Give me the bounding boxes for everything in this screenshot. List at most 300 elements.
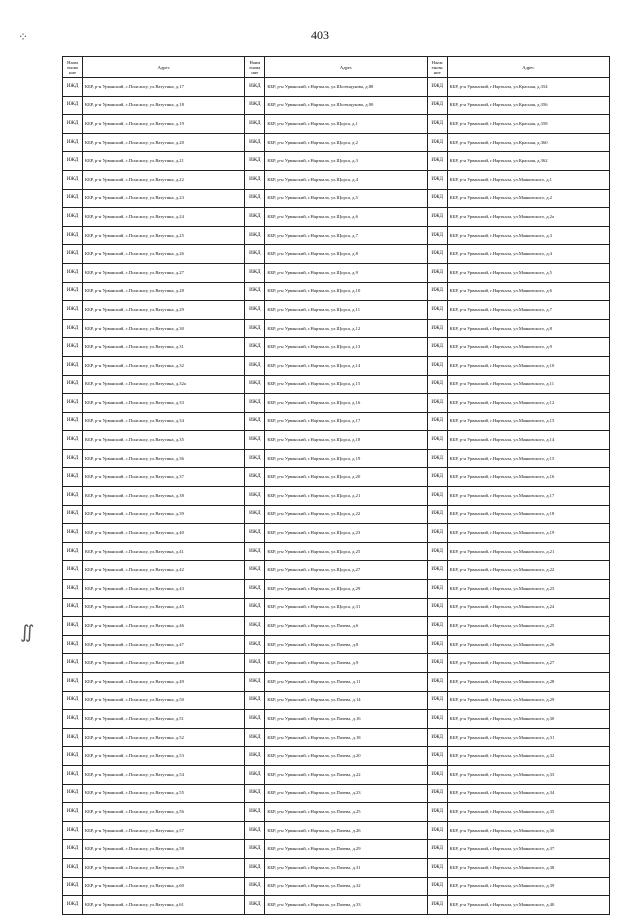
address-cell: КБР, р-н Урванский, г.Нарткала, ул.Маяковского, д.38 [447, 858, 609, 877]
address-cell: КБР, р-н Урванский, г.Нарткала, ул.Щорса, д.13 [265, 338, 427, 357]
address-cell: КБР, р-н Урванский, г.Нарткала, ул.Щорса, д.5 [265, 189, 427, 208]
table-row [63, 356, 610, 375]
building-type-cell: ИЖД [245, 728, 265, 747]
address-cell: КБР, р-н Урванский, г.Нарткала, ул.Щорса, д.21 [265, 487, 427, 506]
building-type-cell: ИЖД [427, 505, 447, 524]
address-cell: КБР, р-н Урванский, г.Нарткала, ул.Пачева, д.22 [265, 765, 427, 784]
address-cell: КБР, р-н Урванский, с.Псыгансу, ул.Ватутина, д.52 [83, 728, 245, 747]
building-type-cell: ИЖД [427, 468, 447, 487]
building-type-cell: ИЖД [63, 133, 83, 152]
table-row [63, 617, 610, 636]
table-row [63, 152, 610, 171]
building-type-cell: ИЖД [245, 840, 265, 859]
address-cell: КБР, р-н Урванский, г.Нарткала, ул.Маяковского, д.21 [447, 542, 609, 561]
building-type-cell: ИЖД [63, 375, 83, 394]
address-cell: КБР, р-н Урванский, г.Нарткала, ул.Маяковского, д.35 [447, 803, 609, 822]
address-cell: КБР, р-н Урванский, г.Нарткала, ул.Красная, д.362 [447, 152, 609, 171]
address-cell: КБР, р-н Урванский, с.Псыгансу, ул.Ватутина, д.41 [83, 542, 245, 561]
building-type-cell: ИЖД [63, 245, 83, 264]
building-type-cell: ИЖД [427, 877, 447, 896]
building-type-cell: ИЖД [427, 840, 447, 859]
table-row [63, 747, 610, 766]
building-type-cell: ИЖД [63, 505, 83, 524]
building-type-cell: ИЖД [63, 208, 83, 227]
address-cell: КБР, р-н Урванский, г.Нарткала, ул.Щорса, д.6 [265, 208, 427, 227]
building-type-cell: ИЖД [63, 356, 83, 375]
building-type-cell: ИЖД [245, 821, 265, 840]
building-type-cell: ИЖД [427, 896, 447, 915]
table-row [63, 784, 610, 803]
table-row [63, 654, 610, 673]
address-cell: КБР, р-н Урванский, с.Псыгансу, ул.Ватутина, д.17 [83, 78, 245, 97]
building-type-cell: ИЖД [245, 617, 265, 636]
address-cell: КБР, р-н Урванский, г.Нарткала, ул.Маяковского, д.19 [447, 524, 609, 543]
address-cell: КБР, р-н Урванский, г.Нарткала, ул.Маяковского, д.31 [447, 728, 609, 747]
building-type-cell: ИЖД [245, 263, 265, 282]
address-cell: КБР, р-н Урванский, г.Нарткала, ул.Маяковского, д.6 [447, 282, 609, 301]
address-cell: КБР, р-н Урванский, г.Нарткала, ул.Пачева, д.20 [265, 747, 427, 766]
address-cell: КБР, р-н Урванский, г.Нарткала, ул.Маяковского, д.14 [447, 431, 609, 450]
building-type-cell: ИЖД [63, 803, 83, 822]
building-type-cell: ИЖД [245, 542, 265, 561]
table-row [63, 561, 610, 580]
address-cell: КБР, р-н Урванский, г.Нарткала, ул.Маяковского, д.24 [447, 598, 609, 617]
column-header-address: Адрес [265, 57, 427, 78]
building-type-cell: ИЖД [245, 245, 265, 264]
table-row [63, 877, 610, 896]
address-cell: КБР, р-н Урванский, г.Нарткала, ул.Маяковского, д.36 [447, 821, 609, 840]
building-type-cell: ИЖД [245, 338, 265, 357]
building-type-cell: ИЖД [427, 115, 447, 134]
building-type-cell: ИЖД [245, 896, 265, 915]
building-type-cell: ИЖД [427, 524, 447, 543]
address-cell: КБР, р-н Урванский, с.Псыгансу, ул.Ватутина, д.31 [83, 338, 245, 357]
building-type-cell: ИЖД [63, 468, 83, 487]
building-type-cell: ИЖД [245, 133, 265, 152]
address-cell: КБР, р-н Урванский, г.Нарткала, ул.Щорса, д.16 [265, 394, 427, 413]
address-cell: КБР, р-н Урванский, г.Нарткала, ул.Маяковского, д.4 [447, 245, 609, 264]
address-cell: КБР, р-н Урванский, с.Псыгансу, ул.Ватутина, д.43 [83, 580, 245, 599]
address-cell: КБР, р-н Урванский, г.Нарткала, ул.Маяковского, д.2 [447, 189, 609, 208]
address-cell: КБР, р-н Урванский, г.Нарткала, ул.Маяковского, д.40 [447, 896, 609, 915]
address-cell: КБР, р-н Урванский, г.Нарткала, ул.Красная, д.354 [447, 78, 609, 97]
building-type-cell: ИЖД [245, 580, 265, 599]
address-cell: КБР, р-н Урванский, г.Нарткала, ул.Пачева, д.6 [265, 617, 427, 636]
address-cell: КБР, р-н Урванский, г.Нарткала, ул.Щорса, д.15 [265, 375, 427, 394]
table-row [63, 635, 610, 654]
table-row [63, 412, 610, 431]
address-cell: КБР, р-н Урванский, г.Нарткала, ул.Щорса, д.29 [265, 580, 427, 599]
address-cell: КБР, р-н Урванский, г.Нарткала, ул.Маяковского, д.13 [447, 412, 609, 431]
address-cell: КБР, р-н Урванский, г.Нарткала, ул.Пачева, д.16 [265, 710, 427, 729]
address-cell: КБР, р-н Урванский, г.Нарткала, ул.Пачева, д.32 [265, 877, 427, 896]
building-type-cell: ИЖД [63, 635, 83, 654]
table-row [63, 598, 610, 617]
building-type-cell: ИЖД [427, 394, 447, 413]
address-cell: КБР, р-н Урванский, г.Нарткала, ул.Маяковского, д.9 [447, 338, 609, 357]
table-row [63, 542, 610, 561]
address-cell: КБР, р-н Урванский, г.Нарткала, ул.Пачева, д.8 [265, 635, 427, 654]
building-type-cell: ИЖД [245, 301, 265, 320]
address-cell: КБР, р-н Урванский, с.Псыгансу, ул.Ватутина, д.30 [83, 319, 245, 338]
table-row [63, 170, 610, 189]
address-cell: КБР, р-н Урванский, г.Нарткала, ул.Маяковского, д.5 [447, 263, 609, 282]
address-cell: КБР, р-н Урванский, с.Псыгансу, ул.Ватутина, д.33 [83, 394, 245, 413]
address-cell: КБР, р-н Урванский, г.Нарткала, ул.Пачева, д.26 [265, 821, 427, 840]
building-type-cell: ИЖД [63, 728, 83, 747]
address-cell: КБР, р-н Урванский, г.Нарткала, ул.Маяковского, д.2а [447, 208, 609, 227]
building-type-cell: ИЖД [245, 561, 265, 580]
address-cell: КБР, р-н Урванский, с.Псыгансу, ул.Ватутина, д.29 [83, 301, 245, 320]
address-cell: КБР, р-н Урванский, с.Псыгансу, ул.Ватутина, д.38 [83, 487, 245, 506]
address-cell: КБР, р-н Урванский, с.Псыгансу, ул.Ватутина, д.32а [83, 375, 245, 394]
table-row [63, 580, 610, 599]
table-row [63, 449, 610, 468]
building-type-cell: ИЖД [427, 598, 447, 617]
building-type-cell: ИЖД [63, 115, 83, 134]
building-type-cell: ИЖД [427, 654, 447, 673]
building-type-cell: ИЖД [427, 263, 447, 282]
building-type-cell: ИЖД [63, 394, 83, 413]
address-cell: КБР, р-н Урванский, г.Нарткала, ул.Красная, д.356 [447, 96, 609, 115]
table-row [63, 765, 610, 784]
building-type-cell: ИЖД [427, 189, 447, 208]
table-row [63, 728, 610, 747]
table-row [63, 338, 610, 357]
building-type-cell: ИЖД [245, 375, 265, 394]
table-row [63, 803, 610, 822]
address-cell: КБР, р-н Урванский, г.Нарткала, ул.Маяковского, д.16 [447, 468, 609, 487]
building-type-cell: ИЖД [245, 598, 265, 617]
building-type-cell: ИЖД [63, 170, 83, 189]
address-cell: КБР, р-н Урванский, г.Нарткала, ул.Маяковского, д.12 [447, 394, 609, 413]
building-type-cell: ИЖД [245, 394, 265, 413]
address-cell: КБР, р-н Урванский, г.Нарткала, ул.Маяковского, д.28 [447, 673, 609, 692]
address-cell: КБР, р-н Урванский, с.Псыгансу, ул.Ватутина, д.51 [83, 710, 245, 729]
address-cell: КБР, р-н Урванский, с.Псыгансу, ул.Ватутина, д.18 [83, 96, 245, 115]
address-cell: КБР, р-н Урванский, г.Нарткала, ул.Щорса, д.11 [265, 301, 427, 320]
address-cell: КБР, р-н Урванский, г.Нарткала, ул.Пачева, д.18 [265, 728, 427, 747]
table-row [63, 487, 610, 506]
building-type-cell: ИЖД [245, 747, 265, 766]
building-type-cell: ИЖД [63, 319, 83, 338]
table-body [63, 78, 610, 915]
building-type-cell: ИЖД [427, 208, 447, 227]
building-type-cell: ИЖД [63, 96, 83, 115]
address-cell: КБР, р-н Урванский, г.Нарткала, ул.Маяковского, д.1 [447, 170, 609, 189]
table-row [63, 710, 610, 729]
building-type-cell: ИЖД [63, 747, 83, 766]
table-row [63, 133, 610, 152]
building-type-cell: ИЖД [427, 133, 447, 152]
address-cell: КБР, р-н Урванский, г.Нарткала, ул.Маяковского, д.17 [447, 487, 609, 506]
building-type-cell: ИЖД [245, 449, 265, 468]
address-cell: КБР, р-н Урванский, г.Нарткала, ул.Шогенцукова, д.88 [265, 78, 427, 97]
building-type-cell: ИЖД [427, 412, 447, 431]
address-cell: КБР, р-н Урванский, г.Нарткала, ул.Маяковского, д.15 [447, 449, 609, 468]
building-type-cell: ИЖД [63, 524, 83, 543]
building-type-cell: ИЖД [245, 96, 265, 115]
building-type-cell: ИЖД [427, 803, 447, 822]
column-header-type: Наим енова ние [245, 57, 265, 78]
address-cell: КБР, р-н Урванский, с.Псыгансу, ул.Ватутина, д.50 [83, 691, 245, 710]
building-type-cell: ИЖД [427, 282, 447, 301]
table-row [63, 115, 610, 134]
address-cell: КБР, р-н Урванский, г.Нарткала, ул.Маяковского, д.39 [447, 877, 609, 896]
building-type-cell: ИЖД [63, 673, 83, 692]
building-type-cell: ИЖД [245, 412, 265, 431]
building-type-cell: ИЖД [245, 152, 265, 171]
address-cell: КБР, р-н Урванский, с.Псыгансу, ул.Ватутина, д.54 [83, 765, 245, 784]
table-row [63, 96, 610, 115]
address-cell: КБР, р-н Урванский, г.Нарткала, ул.Щорса, д.7 [265, 226, 427, 245]
address-table-wrapper [62, 56, 610, 915]
address-cell: КБР, р-н Урванский, с.Псыгансу, ул.Ватутина, д.46 [83, 617, 245, 636]
building-type-cell: ИЖД [427, 561, 447, 580]
address-cell: КБР, р-н Урванский, г.Нарткала, ул.Маяковского, д.3 [447, 226, 609, 245]
address-cell: КБР, р-н Урванский, г.Нарткала, ул.Щорса, д.31 [265, 598, 427, 617]
address-cell: КБР, р-н Урванский, с.Псыгансу, ул.Ватутина, д.42 [83, 561, 245, 580]
building-type-cell: ИЖД [427, 338, 447, 357]
address-cell: КБР, р-н Урванский, г.Нарткала, ул.Маяковского, д.26 [447, 635, 609, 654]
building-type-cell: ИЖД [63, 858, 83, 877]
building-type-cell: ИЖД [245, 803, 265, 822]
table-row [63, 263, 610, 282]
table-row [63, 821, 610, 840]
building-type-cell: ИЖД [63, 765, 83, 784]
address-cell: КБР, р-н Урванский, г.Нарткала, ул.Маяковского, д.33 [447, 765, 609, 784]
building-type-cell: ИЖД [63, 580, 83, 599]
address-cell: КБР, р-н Урванский, с.Псыгансу, ул.Ватутина, д.36 [83, 449, 245, 468]
building-type-cell: ИЖД [427, 96, 447, 115]
building-type-cell: ИЖД [427, 375, 447, 394]
address-cell: КБР, р-н Урванский, с.Псыгансу, ул.Ватутина, д.25 [83, 226, 245, 245]
building-type-cell: ИЖД [427, 765, 447, 784]
table-row [63, 301, 610, 320]
building-type-cell: ИЖД [63, 710, 83, 729]
building-type-cell: ИЖД [427, 728, 447, 747]
address-cell: КБР, р-н Урванский, г.Нарткала, ул.Красная, д.360 [447, 133, 609, 152]
address-cell: КБР, р-н Урванский, с.Псыгансу, ул.Ватутина, д.35 [83, 431, 245, 450]
address-cell: КБР, р-н Урванский, г.Нарткала, ул.Маяковского, д.11 [447, 375, 609, 394]
building-type-cell: ИЖД [63, 487, 83, 506]
table-header-row [63, 57, 610, 78]
address-cell: КБР, р-н Урванский, г.Нарткала, ул.Пачева, д.31 [265, 858, 427, 877]
building-type-cell: ИЖД [245, 282, 265, 301]
address-cell: КБР, р-н Урванский, г.Нарткала, ул.Щорса, д.4 [265, 170, 427, 189]
building-type-cell: ИЖД [63, 263, 83, 282]
address-cell: КБР, р-н Урванский, г.Нарткала, ул.Красная, д.358 [447, 115, 609, 134]
address-cell: КБР, р-н Урванский, г.Нарткала, ул.Маяковского, д.32 [447, 747, 609, 766]
building-type-cell: ИЖД [245, 654, 265, 673]
building-type-cell: ИЖД [245, 784, 265, 803]
building-type-cell: ИЖД [245, 673, 265, 692]
address-cell: КБР, р-н Урванский, г.Нарткала, ул.Щорса, д.17 [265, 412, 427, 431]
building-type-cell: ИЖД [427, 78, 447, 97]
page-number: 403 [311, 28, 329, 42]
building-type-cell: ИЖД [427, 673, 447, 692]
building-type-cell: ИЖД [245, 319, 265, 338]
address-cell: КБР, р-н Урванский, с.Псыгансу, ул.Ватутина, д.60 [83, 877, 245, 896]
address-cell: КБР, р-н Урванский, г.Нарткала, ул.Маяковского, д.34 [447, 784, 609, 803]
table-row [63, 226, 610, 245]
building-type-cell: ИЖД [63, 449, 83, 468]
building-type-cell: ИЖД [427, 691, 447, 710]
address-cell: КБР, р-н Урванский, с.Псыгансу, ул.Ватутина, д.56 [83, 803, 245, 822]
address-cell: КБР, р-н Урванский, с.Псыгансу, ул.Ватутина, д.55 [83, 784, 245, 803]
address-cell: КБР, р-н Урванский, г.Нарткала, ул.Маяковского, д.27 [447, 654, 609, 673]
table-row [63, 189, 610, 208]
table-row [63, 691, 610, 710]
building-type-cell: ИЖД [63, 821, 83, 840]
building-type-cell: ИЖД [427, 487, 447, 506]
address-cell: КБР, р-н Урванский, г.Нарткала, ул.Маяковского, д.23 [447, 580, 609, 599]
table-row [63, 375, 610, 394]
address-cell: КБР, р-н Урванский, г.Нарткала, ул.Маяковского, д.7 [447, 301, 609, 320]
address-cell: КБР, р-н Урванский, с.Псыгансу, ул.Ватутина, д.53 [83, 747, 245, 766]
address-cell: КБР, р-н Урванский, с.Псыгансу, ул.Ватутина, д.21 [83, 152, 245, 171]
address-table [62, 56, 610, 915]
address-cell: КБР, р-н Урванский, г.Нарткала, ул.Маяковского, д.29 [447, 691, 609, 710]
building-type-cell: ИЖД [245, 524, 265, 543]
building-type-cell: ИЖД [427, 319, 447, 338]
address-cell: КБР, р-н Урванский, с.Псыгансу, ул.Ватутина, д.19 [83, 115, 245, 134]
building-type-cell: ИЖД [63, 561, 83, 580]
table-row [63, 840, 610, 859]
address-cell: КБР, р-н Урванский, г.Нарткала, ул.Щорса, д.23 [265, 524, 427, 543]
building-type-cell: ИЖД [245, 635, 265, 654]
address-cell: КБР, р-н Урванский, с.Псыгансу, ул.Ватутина, д.22 [83, 170, 245, 189]
address-cell: КБР, р-н Урванский, г.Нарткала, ул.Пачева, д.9 [265, 654, 427, 673]
building-type-cell: ИЖД [427, 356, 447, 375]
margin-scribble: ⁘ [18, 30, 29, 44]
column-header-type: Наим енова ние [63, 57, 83, 78]
building-type-cell: ИЖД [245, 170, 265, 189]
column-header-address: Адрес [83, 57, 245, 78]
address-cell: КБР, р-н Урванский, г.Нарткала, ул.Пачева, д.11 [265, 673, 427, 692]
address-cell: КБР, р-н Урванский, с.Псыгансу, ул.Ватутина, д.34 [83, 412, 245, 431]
address-cell: КБР, р-н Урванский, г.Нарткала, ул.Маяковского, д.30 [447, 710, 609, 729]
building-type-cell: ИЖД [63, 431, 83, 450]
building-type-cell: ИЖД [427, 580, 447, 599]
building-type-cell: ИЖД [245, 78, 265, 97]
table-row [63, 319, 610, 338]
address-cell: КБР, р-н Урванский, с.Псыгансу, ул.Ватутина, д.47 [83, 635, 245, 654]
address-cell: КБР, р-н Урванский, г.Нарткала, ул.Щорса, д.25 [265, 542, 427, 561]
building-type-cell: ИЖД [245, 226, 265, 245]
table-row [63, 394, 610, 413]
table-row [63, 468, 610, 487]
table-row [63, 78, 610, 97]
table-row [63, 673, 610, 692]
address-cell: КБР, р-н Урванский, г.Нарткала, ул.Щорса, д.19 [265, 449, 427, 468]
address-cell: КБР, р-н Урванский, с.Псыгансу, ул.Ватутина, д.32 [83, 356, 245, 375]
building-type-cell: ИЖД [427, 747, 447, 766]
address-cell: КБР, р-н Урванский, г.Нарткала, ул.Маяковского, д.25 [447, 617, 609, 636]
building-type-cell: ИЖД [427, 858, 447, 877]
address-cell: КБР, р-н Урванский, с.Псыгансу, ул.Ватутина, д.48 [83, 654, 245, 673]
building-type-cell: ИЖД [63, 226, 83, 245]
address-cell: КБР, р-н Урванский, г.Нарткала, ул.Щорса, д.3 [265, 152, 427, 171]
address-cell: КБР, р-н Урванский, с.Псыгансу, ул.Ватутина, д.39 [83, 505, 245, 524]
building-type-cell: ИЖД [427, 821, 447, 840]
building-type-cell: ИЖД [63, 654, 83, 673]
address-cell: КБР, р-н Урванский, г.Нарткала, ул.Щорса, д.10 [265, 282, 427, 301]
building-type-cell: ИЖД [63, 338, 83, 357]
building-type-cell: ИЖД [63, 152, 83, 171]
address-cell: КБР, р-н Урванский, г.Нарткала, ул.Маяковского, д.18 [447, 505, 609, 524]
building-type-cell: ИЖД [427, 431, 447, 450]
building-type-cell: ИЖД [427, 635, 447, 654]
building-type-cell: ИЖД [245, 189, 265, 208]
address-cell: КБР, р-н Урванский, с.Псыгансу, ул.Ватутина, д.58 [83, 840, 245, 859]
building-type-cell: ИЖД [427, 226, 447, 245]
address-cell: КБР, р-н Урванский, г.Нарткала, ул.Щорса, д.8 [265, 245, 427, 264]
address-cell: КБР, р-н Урванский, г.Нарткала, ул.Щорса, д.27 [265, 561, 427, 580]
building-type-cell: ИЖД [63, 542, 83, 561]
building-type-cell: ИЖД [427, 245, 447, 264]
margin-scribble: ∬ [20, 622, 35, 643]
building-type-cell: ИЖД [63, 282, 83, 301]
building-type-cell: ИЖД [427, 542, 447, 561]
address-cell: КБР, р-н Урванский, с.Псыгансу, ул.Ватутина, д.57 [83, 821, 245, 840]
address-cell: КБР, р-н Урванский, с.Псыгансу, ул.Ватутина, д.45 [83, 598, 245, 617]
building-type-cell: ИЖД [63, 189, 83, 208]
table-row [63, 245, 610, 264]
table-row [63, 524, 610, 543]
building-type-cell: ИЖД [245, 858, 265, 877]
building-type-cell: ИЖД [245, 765, 265, 784]
building-type-cell: ИЖД [245, 115, 265, 134]
address-cell: КБР, р-н Урванский, г.Нарткала, ул.Пачева, д.25 [265, 803, 427, 822]
address-cell: КБР, р-н Урванский, г.Нарткала, ул.Маяковского, д.22 [447, 561, 609, 580]
building-type-cell: ИЖД [63, 412, 83, 431]
address-cell: КБР, р-н Урванский, г.Нарткала, ул.Шогенцукова, д.90 [265, 96, 427, 115]
address-cell: КБР, р-н Урванский, с.Псыгансу, ул.Ватутина, д.37 [83, 468, 245, 487]
building-type-cell: ИЖД [245, 877, 265, 896]
address-cell: КБР, р-н Урванский, г.Нарткала, ул.Пачева, д.29 [265, 840, 427, 859]
address-cell: КБР, р-н Урванский, г.Нарткала, ул.Щорса, д.1 [265, 115, 427, 134]
address-cell: КБР, р-н Урванский, с.Псыгансу, ул.Ватутина, д.40 [83, 524, 245, 543]
address-cell: КБР, р-н Урванский, г.Нарткала, ул.Пачева, д.33 [265, 896, 427, 915]
building-type-cell: ИЖД [427, 710, 447, 729]
building-type-cell: ИЖД [245, 710, 265, 729]
address-cell: КБР, р-н Урванский, г.Нарткала, ул.Маяковского, д.10 [447, 356, 609, 375]
address-cell: КБР, р-н Урванский, с.Псыгансу, ул.Ватутина, д.28 [83, 282, 245, 301]
address-cell: КБР, р-н Урванский, г.Нарткала, ул.Маяковского, д.37 [447, 840, 609, 859]
address-cell: КБР, р-н Урванский, г.Нарткала, ул.Пачева, д.14 [265, 691, 427, 710]
address-cell: КБР, р-н Урванский, г.Нарткала, ул.Щорса, д.18 [265, 431, 427, 450]
address-cell: КБР, р-н Урванский, с.Псыгансу, ул.Ватутина, д.27 [83, 263, 245, 282]
address-cell: КБР, р-н Урванский, г.Нарткала, ул.Пачева, д.23 [265, 784, 427, 803]
building-type-cell: ИЖД [427, 170, 447, 189]
building-type-cell: ИЖД [63, 877, 83, 896]
building-type-cell: ИЖД [63, 691, 83, 710]
building-type-cell: ИЖД [427, 152, 447, 171]
building-type-cell: ИЖД [245, 208, 265, 227]
address-cell: КБР, р-н Урванский, с.Псыгансу, ул.Ватутина, д.26 [83, 245, 245, 264]
table-row [63, 505, 610, 524]
address-cell: КБР, р-н Урванский, г.Нарткала, ул.Маяковского, д.8 [447, 319, 609, 338]
column-header-type: Наим енова ние [427, 57, 447, 78]
building-type-cell: ИЖД [427, 617, 447, 636]
building-type-cell: ИЖД [245, 356, 265, 375]
column-header-address: Адрес [447, 57, 609, 78]
address-cell: КБР, р-н Урванский, с.Псыгансу, ул.Ватутина, д.24 [83, 208, 245, 227]
building-type-cell: ИЖД [63, 840, 83, 859]
building-type-cell: ИЖД [245, 505, 265, 524]
address-cell: КБР, р-н Урванский, г.Нарткала, ул.Щорса, д.12 [265, 319, 427, 338]
